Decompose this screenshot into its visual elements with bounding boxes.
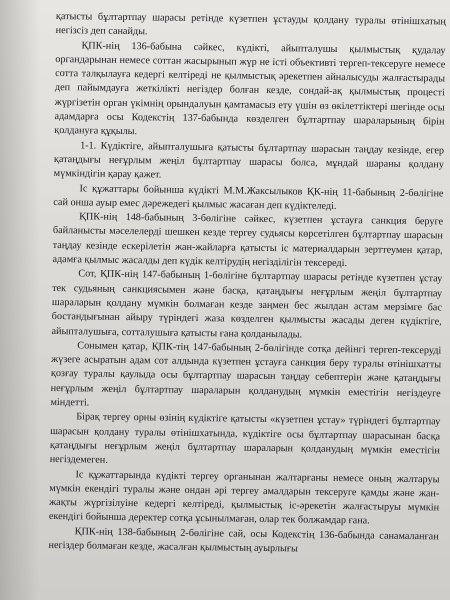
paragraph-4: Іс құжаттары бойынша күдікті М.М.Жаксылыков ҚК-нің 11-бабының 2-бөлігіне сай онша ауыр емес дәрежедегі қылмыс жасаған деп күдіктеледі. (53, 182, 444, 212)
paragraph-7: Сонымен қатар, ҚПК-тің 147-бабының 2-бөлігінде сотқа дейінгі тергеп-тексеруді жүзеге асыратын адам сот алдында күзетпен ұстауға санкция беру туралы өтінішхатты қозғау туралы қаулыда осы бұлтартпау шарасын таңдау себептерін және қатаңдығы неғұрлым жеңіл бұлтартпау шараларын қолданудың мүмкін еместігін негіздеуге міндетті. (50, 340, 442, 409)
paragraph-2: ҚПК-нің 136-бабына сәйкес, күдікті, айыпталушы қылмыстық қудалау органдарынан немесе соттан жасырынып жүр не істі объективті тергеп-тексеруге немесе сотта талқылауға кедергі келтіреді не қылмыстық әрекетпен айналысуды жалғастырады деп пайымдауға жеткілікті негіздер болған кезде, сондай-ақ қылмыстық процесті жүргізетін орган үкімнің орындалуын қамтамасыз ету үшін өз өкілеттіктері шегінде осы адамдарға осы Кодекстің 137-бабында көзделген бұлтартпау шараларының бірін қолдануға құқылы. (54, 39, 446, 138)
paragraph-8: Бірақ тергеу орны өзінің күдіктіге қатысты «күзетпен ұстау» түріндегі бұлтартпау шарасын қолдану туралы өтінішхатында, күдіктіге осы бұлтартпау шарасынан басқа қатаңдығы неғұрлым жеңіл бұлтартпау шараларын қолданудың мүмкін еместігін негіздемеген. (49, 411, 441, 466)
paragraph-1: қатысты бұлтартпау шарасы ретінде күзетпен ұстауды қолдану туралы өтінішхатың негізсіз деп санайды. (55, 10, 446, 38)
paragraph-10: ҚПК-нің 138-бабының 2-бөлігіне сай, осы Кодекстің 136-бабында санамаланған негіздер болмаған кезде, жасалған қылмыстың ауырлығы (48, 526, 439, 555)
paragraph-6: Сот, ҚПК-нің 147-бабының 1-бөлігіне бұлтартпау шарасы ретінде күзетпен ұстау тек судьяның санкциясымен және басқа, қатаңдығы неғұрлым жеңіл бұлтартпау шараларын қолдану мүмкін болмаған кезде заңмен бес жылдан астам мерзімге бас бостандығынан айыру түріндегі жаза көзделген қылмысты жасады деген күдіктіге, айыпталушыға, сотталушыға қатысты ғана қолданылады. (51, 268, 443, 340)
page-edge-shadow (0, 0, 40, 600)
paragraph-9: Іс құжаттарында күдікті тергеу органынан жалтарғаны немесе оның жалтаруы мүмкін екендігі туралы және ондан әрі тергеу амалдарын тексеруге қамды және жан-жақты жүргізілуіне кедергі келтіреді, қылмыстық іс-әрекетін жалғастыруы мүмкін екендігі бойынша деректер сотқа ұсынылмаған, олар тек болжамдар ғана. (48, 468, 440, 527)
paragraph-3: 1-1. Күдіктіге, айыпталушыға қатысты бұлтартпау шарасын таңдау кезінде, егер қатаңдығы неғұрлым жеңіл бұлтартпау шарасы болса, мұндай шараны қолдану мүмкіндігін қарау қажет. (53, 140, 445, 181)
paragraph-5: ҚПК-нің 148-бабының 3-бөлігіне сәйкес, күзетпен ұстауға санкция беруге байланысты мәселелерді шешкен кезде тергеу судьясы көрсетілген бұлтартпау шарасын таңдау кезінде ескерілетін жан-жайларға қатысты іс материалдарын зерттеумен қатар, адамға қылмыс жасалды деп күдік келтірудің негізділігін тексереді. (52, 211, 444, 270)
document-text (48, 10, 446, 600)
